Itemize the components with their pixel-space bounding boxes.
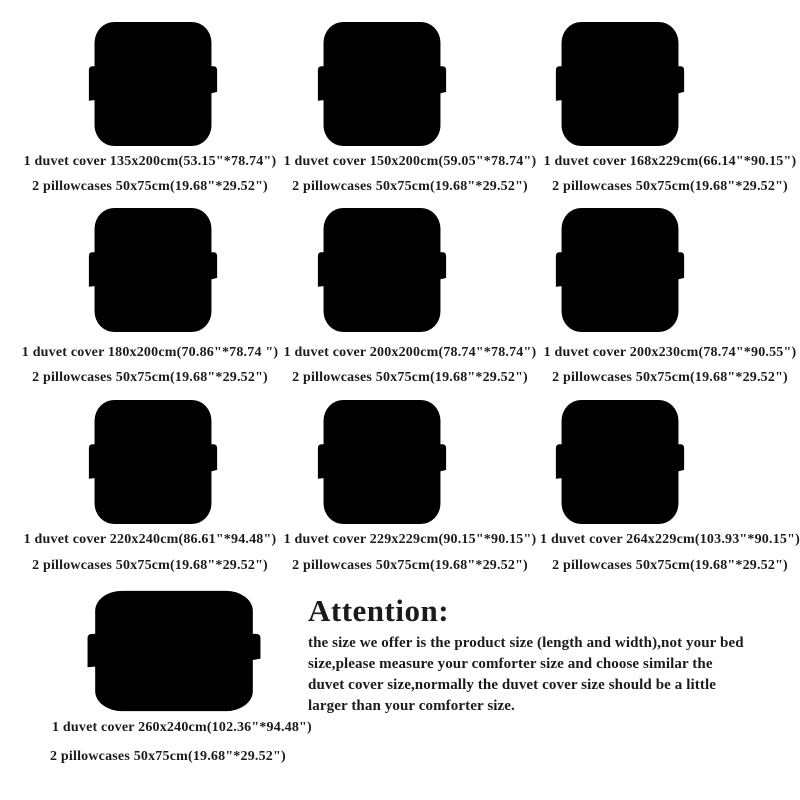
pillowcase-size-label: 2 pillowcases 50x75cm(19.68"*29.52") <box>32 370 268 385</box>
attention-body <box>308 633 800 717</box>
bed-top-view-icon <box>87 19 219 149</box>
attention-title: Attention: <box>308 593 450 628</box>
pillowcase-size-label: 2 pillowcases 50x75cm(19.68"*29.52") <box>32 179 268 194</box>
pillowcase-size-label: 2 pillowcases 50x75cm(19.68"*29.52") <box>292 370 528 385</box>
pillowcase-size-label: 2 pillowcases 50x75cm(19.68"*29.52") <box>552 558 788 573</box>
pillowcase-size-label: 2 pillowcases 50x75cm(19.68"*29.52") <box>292 179 528 194</box>
duvet-size-label: 1 duvet cover 200x200cm(78.74"*78.74") <box>283 345 537 360</box>
pillowcase-size-label: 2 pillowcases 50x75cm(19.68"*29.52") <box>552 370 788 385</box>
duvet-size-label: 1 duvet cover 135x200cm(53.15"*78.74") <box>23 154 277 169</box>
size-option-180x200 <box>20 205 280 386</box>
duvet-size-label: 1 duvet cover 260x240cm(102.36"*94.48") <box>52 720 312 735</box>
bed-top-view-icon <box>316 205 448 335</box>
bed-top-view-icon <box>87 205 219 335</box>
duvet-size-label: 1 duvet cover 168x229cm(66.14"*90.15") <box>543 154 797 169</box>
size-option-168x229 <box>540 19 800 195</box>
bed-top-view-icon <box>554 19 686 149</box>
size-option-150x200 <box>280 19 540 195</box>
attention-line: duvet cover size,normally the duvet cover size should be a little <box>308 677 716 693</box>
pillowcase-size-label: 2 pillowcases 50x75cm(19.68"*29.52") <box>552 179 788 194</box>
duvet-size-label: 1 duvet cover 200x230cm(78.74"*90.55") <box>543 345 797 360</box>
size-option-264x229 <box>540 397 800 574</box>
size-option-200x230 <box>540 205 800 386</box>
size-option-229x229 <box>280 397 540 574</box>
bed-top-view-icon <box>316 397 448 527</box>
size-option-260x240 <box>20 588 312 765</box>
size-chart-row-3 <box>0 397 800 574</box>
duvet-size-label: 1 duvet cover 150x200cm(59.05"*78.74") <box>283 154 537 169</box>
size-option-220x240 <box>20 397 280 574</box>
pillowcase-size-label: 2 pillowcases 50x75cm(19.68"*29.52") <box>32 558 268 573</box>
bed-top-view-icon <box>554 397 686 527</box>
size-chart-row-1 <box>0 19 800 195</box>
size-chart-row-4 <box>0 588 800 765</box>
size-chart-row-2 <box>0 205 800 386</box>
duvet-size-label: 1 duvet cover 229x229cm(90.15"*90.15") <box>283 532 537 547</box>
bed-top-view-icon <box>554 205 686 335</box>
pillowcase-size-label: 2 pillowcases 50x75cm(19.68"*29.52") <box>292 558 528 573</box>
duvet-size-label: 1 duvet cover 180x200cm(70.86"*78.74 ") <box>21 345 279 360</box>
attention-note <box>300 588 800 765</box>
bed-top-view-icon <box>316 19 448 149</box>
size-option-135x200 <box>20 19 280 195</box>
bed-top-view-icon <box>85 588 263 714</box>
duvet-size-label: 1 duvet cover 220x240cm(86.61"*94.48") <box>23 532 277 547</box>
bed-top-view-icon <box>87 397 219 527</box>
attention-line: the size we offer is the product size (length and width),not your bed <box>308 635 744 651</box>
pillowcase-size-label: 2 pillowcases 50x75cm(19.68"*29.52") <box>50 749 286 764</box>
size-option-200x200 <box>280 205 540 386</box>
duvet-size-label: 1 duvet cover 264x229cm(103.93"*90.15") <box>540 532 800 547</box>
attention-line: larger than your comforter size. <box>308 698 515 714</box>
attention-line: size,please measure your comforter size and choose similar the <box>308 656 713 672</box>
